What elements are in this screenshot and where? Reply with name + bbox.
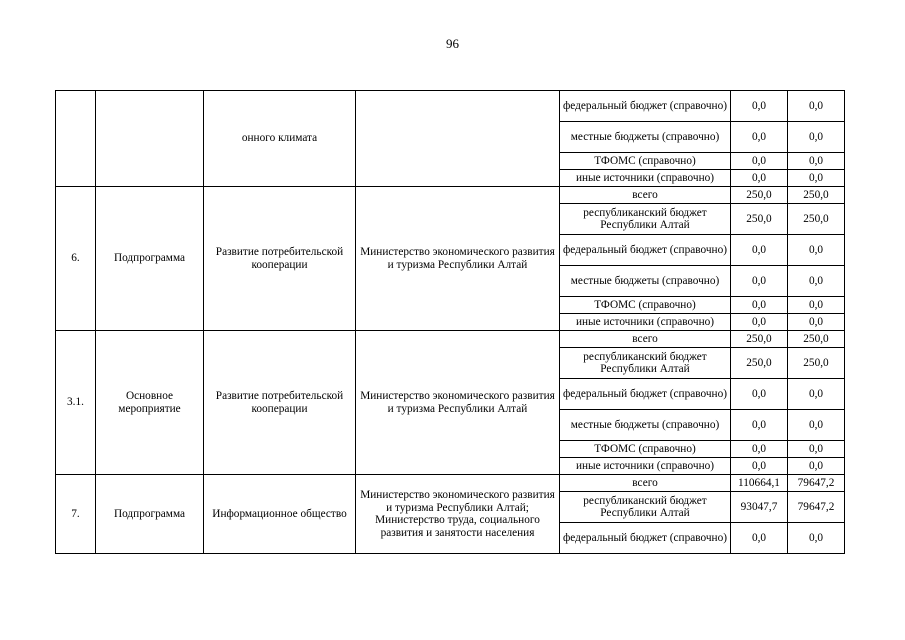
- table-row: [56, 475, 845, 492]
- row-name-cell: онного климата: [204, 91, 356, 187]
- value-cell: 0,0: [788, 314, 845, 331]
- value-cell: 0,0: [731, 314, 788, 331]
- value-cell: 110664,1: [731, 475, 788, 492]
- row-type-cell: Основное мероприятие: [96, 331, 204, 475]
- value-cell: 250,0: [731, 204, 788, 235]
- funding-source-cell: республиканский бюджет Республики Алтай: [560, 348, 731, 379]
- row-executor-cell: Министерство экономического развития и туризма Республики Алтай; Министерство труда, социального развития и занятости населения: [356, 475, 560, 554]
- value-cell: 93047,7: [731, 492, 788, 523]
- value-cell: 0,0: [731, 441, 788, 458]
- row-executor-cell: Министерство экономического развития и туризма Республики Алтай: [356, 331, 560, 475]
- value-cell: 0,0: [788, 379, 845, 410]
- value-cell: 0,0: [731, 91, 788, 122]
- funding-source-cell: иные источники (справочно): [560, 170, 731, 187]
- row-name-cell: Развитие потребительской кооперации: [204, 187, 356, 331]
- value-cell: 0,0: [788, 170, 845, 187]
- row-name-cell: Информационное общество: [204, 475, 356, 554]
- funding-source-cell: федеральный бюджет (справочно): [560, 523, 731, 554]
- funding-source-cell: всего: [560, 187, 731, 204]
- value-cell: 0,0: [788, 122, 845, 153]
- table-row: [56, 187, 845, 204]
- value-cell: 0,0: [731, 410, 788, 441]
- value-cell: 0,0: [731, 297, 788, 314]
- row-number-cell: [56, 91, 96, 187]
- value-cell: 0,0: [731, 235, 788, 266]
- row-executor-cell: [356, 91, 560, 187]
- value-cell: 250,0: [731, 331, 788, 348]
- funding-source-cell: местные бюджеты (справочно): [560, 122, 731, 153]
- value-cell: 0,0: [731, 523, 788, 554]
- funding-source-cell: федеральный бюджет (справочно): [560, 235, 731, 266]
- value-cell: 0,0: [788, 523, 845, 554]
- value-cell: 250,0: [788, 204, 845, 235]
- value-cell: 250,0: [731, 187, 788, 204]
- funding-source-cell: иные источники (справочно): [560, 458, 731, 475]
- row-executor-cell: Министерство экономического развития и туризма Республики Алтай: [356, 187, 560, 331]
- row-type-cell: [96, 91, 204, 187]
- funding-source-cell: местные бюджеты (справочно): [560, 266, 731, 297]
- value-cell: 0,0: [788, 458, 845, 475]
- row-name-cell: Развитие потребительской кооперации: [204, 331, 356, 475]
- value-cell: 0,0: [731, 458, 788, 475]
- funding-source-cell: федеральный бюджет (справочно): [560, 379, 731, 410]
- value-cell: 0,0: [731, 379, 788, 410]
- row-number-cell: 6.: [56, 187, 96, 331]
- funding-source-cell: местные бюджеты (справочно): [560, 410, 731, 441]
- value-cell: 0,0: [788, 266, 845, 297]
- value-cell: 250,0: [788, 187, 845, 204]
- funding-source-cell: всего: [560, 475, 731, 492]
- value-cell: 0,0: [731, 170, 788, 187]
- value-cell: 0,0: [731, 266, 788, 297]
- value-cell: 250,0: [788, 331, 845, 348]
- value-cell: 0,0: [788, 91, 845, 122]
- funding-source-cell: республиканский бюджет Республики Алтай: [560, 204, 731, 235]
- funding-source-cell: всего: [560, 331, 731, 348]
- value-cell: 79647,2: [788, 492, 845, 523]
- table-row: [56, 91, 845, 122]
- value-cell: 0,0: [788, 441, 845, 458]
- funding-source-cell: федеральный бюджет (справочно): [560, 91, 731, 122]
- row-type-cell: Подпрограмма: [96, 187, 204, 331]
- value-cell: 0,0: [731, 122, 788, 153]
- funding-source-cell: ТФОМС (справочно): [560, 153, 731, 170]
- table-row: [56, 331, 845, 348]
- row-type-cell: Подпрограмма: [96, 475, 204, 554]
- value-cell: 0,0: [788, 410, 845, 441]
- value-cell: 0,0: [731, 153, 788, 170]
- funding-source-cell: ТФОМС (справочно): [560, 441, 731, 458]
- value-cell: 0,0: [788, 297, 845, 314]
- value-cell: 79647,2: [788, 475, 845, 492]
- row-number-cell: 7.: [56, 475, 96, 554]
- value-cell: 0,0: [788, 153, 845, 170]
- row-number-cell: 3.1.: [56, 331, 96, 475]
- value-cell: 250,0: [788, 348, 845, 379]
- funding-source-cell: ТФОМС (справочно): [560, 297, 731, 314]
- value-cell: 0,0: [788, 235, 845, 266]
- page-number: 96: [446, 36, 459, 51]
- funding-source-cell: республиканский бюджет Республики Алтай: [560, 492, 731, 523]
- value-cell: 250,0: [731, 348, 788, 379]
- funding-source-cell: иные источники (справочно): [560, 314, 731, 331]
- budget-table: [55, 90, 845, 554]
